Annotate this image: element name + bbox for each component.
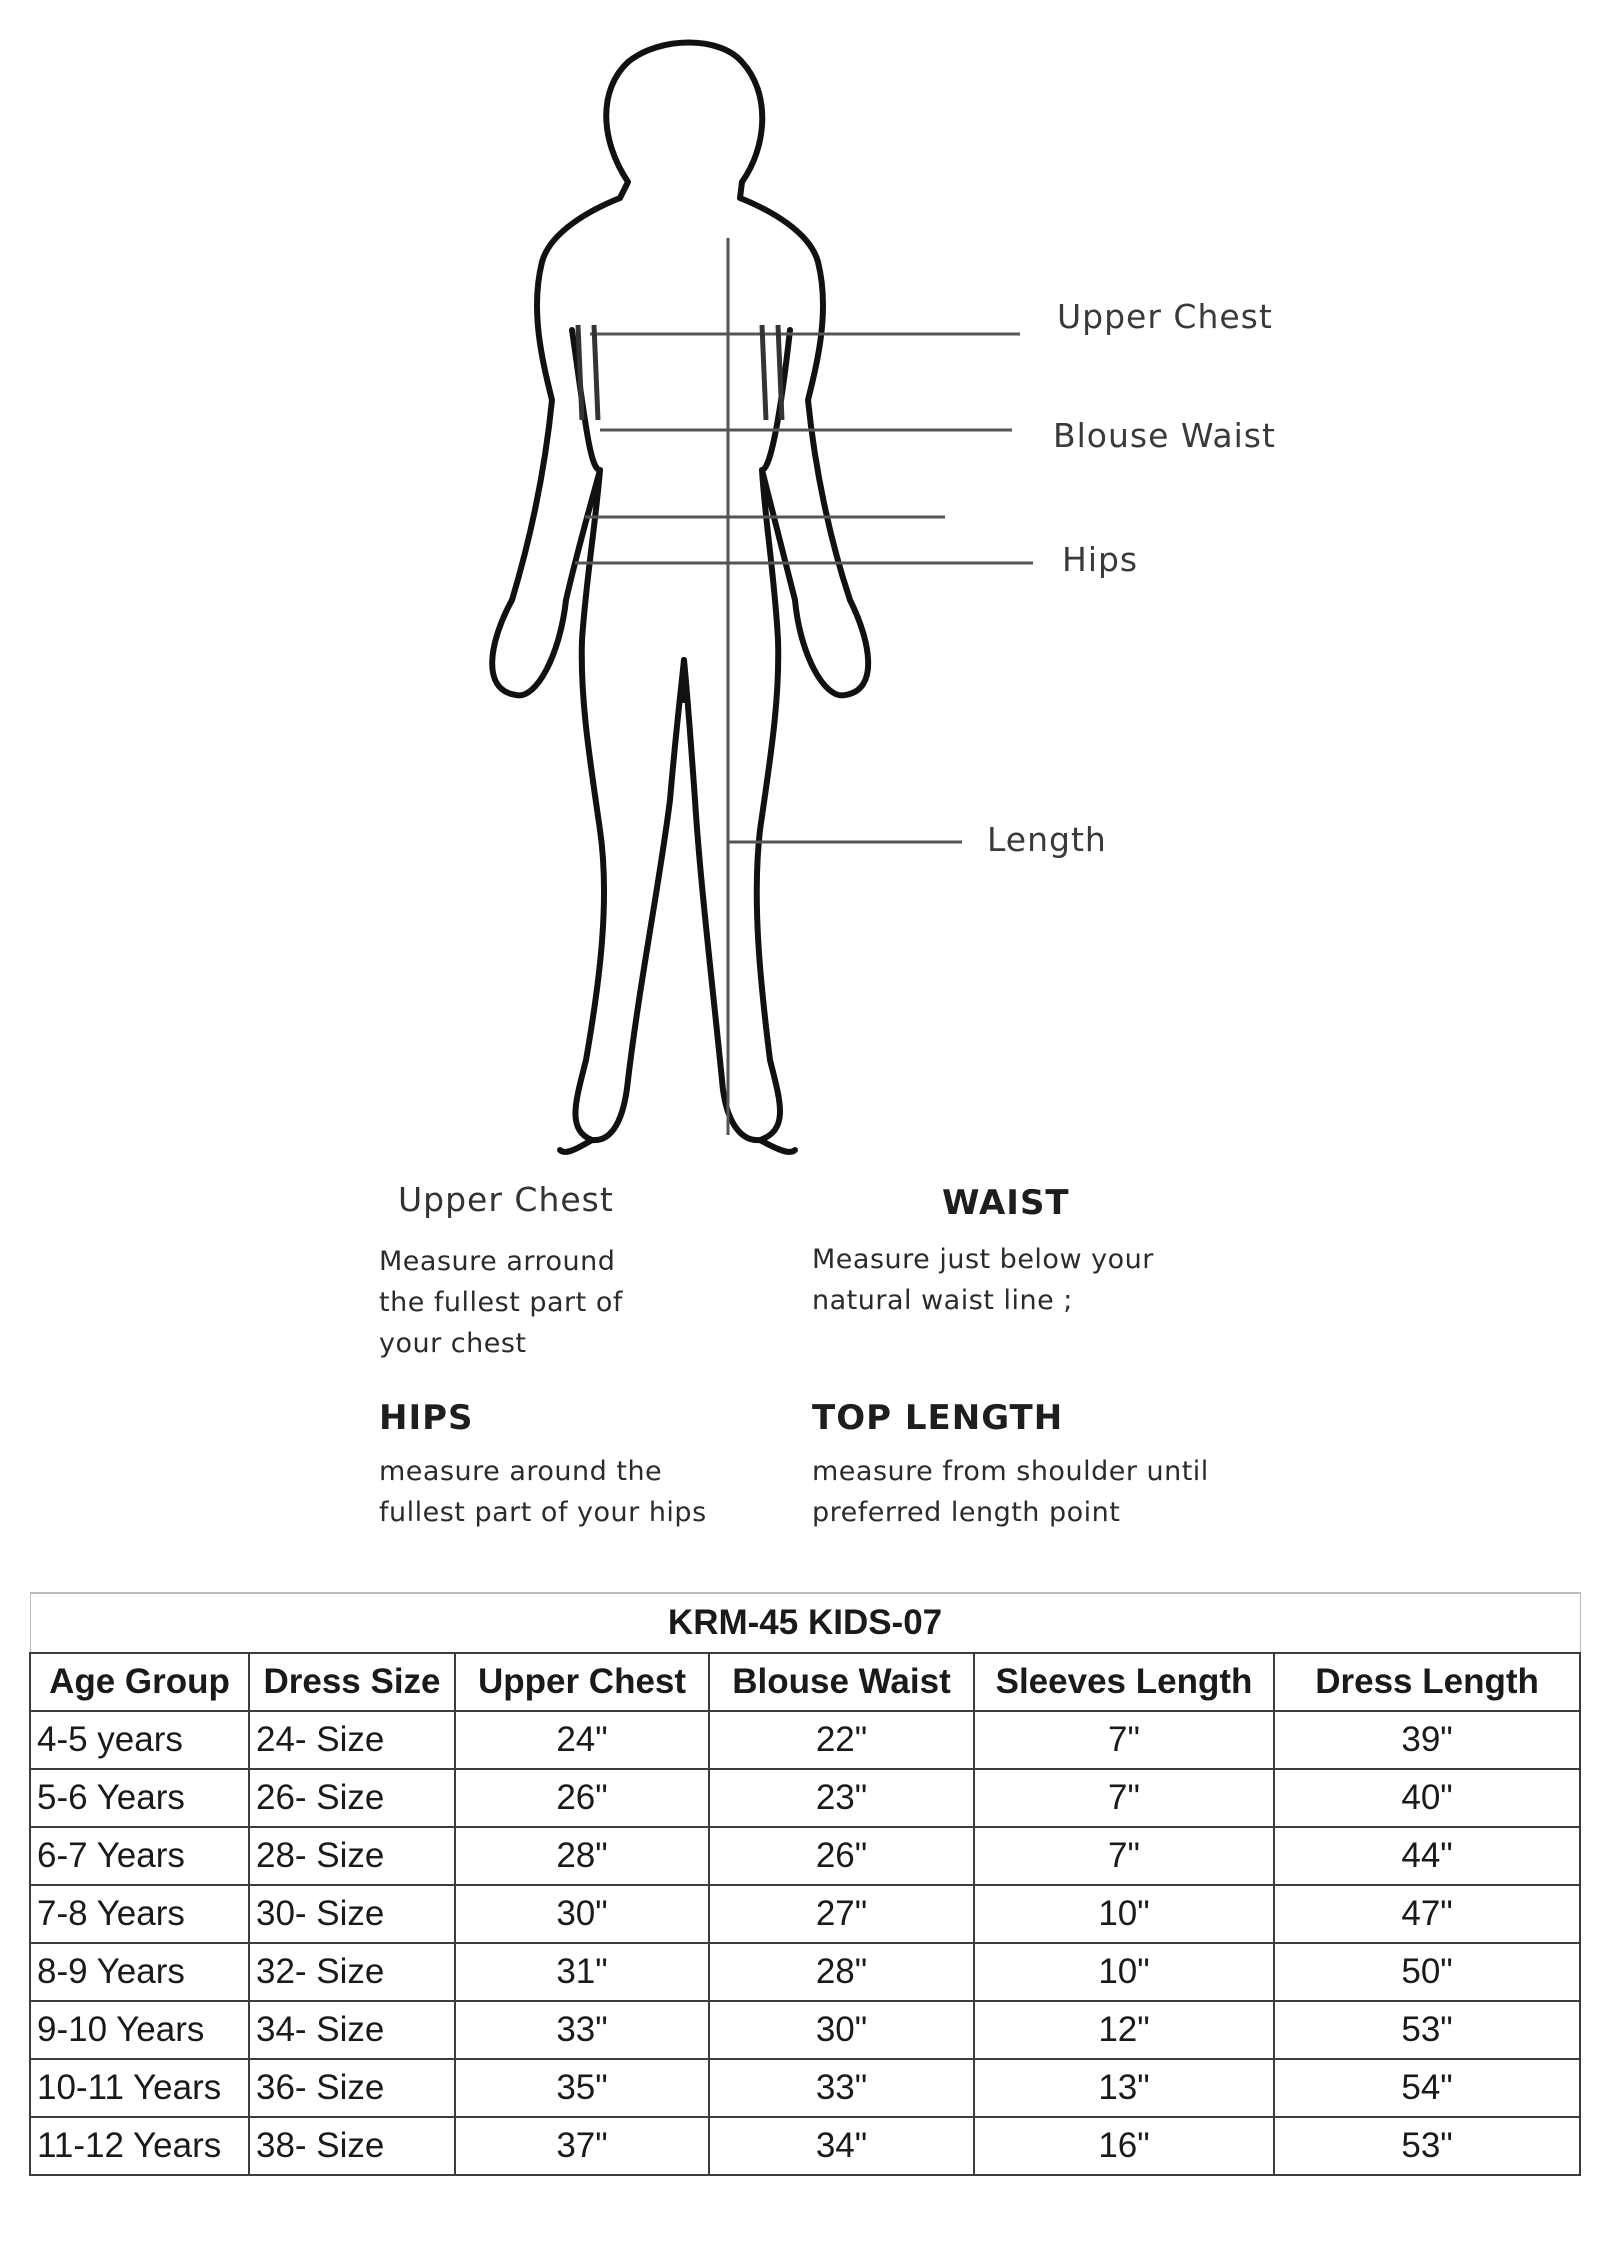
- cell-sleeves-length: 13": [974, 2059, 1274, 2117]
- cell-dress-size: 30- Size: [249, 1885, 455, 1943]
- cell-age-group: 8-9 Years: [30, 1943, 249, 2001]
- cell-dress-size: 36- Size: [249, 2059, 455, 2117]
- guide-waist-line: Measure just below your: [812, 1244, 1154, 1275]
- guide-upper-chest-title: Upper Chest: [398, 1180, 614, 1219]
- cell-dress-length: 39": [1274, 1711, 1580, 1769]
- cell-upper-chest: 35": [455, 2059, 709, 2117]
- guide-hips-line: measure around the: [379, 1456, 663, 1487]
- cell-dress-length: 47": [1274, 1885, 1580, 1943]
- cell-dress-length: 40": [1274, 1769, 1580, 1827]
- table-row: [30, 2059, 1580, 2117]
- cell-upper-chest: 30": [455, 1885, 709, 1943]
- header-dress-size: Dress Size: [249, 1653, 455, 1711]
- cell-age-group: 7-8 Years: [30, 1885, 249, 1943]
- guide-upper-chest-line: your chest: [379, 1328, 527, 1359]
- table-body: [30, 1711, 1580, 2175]
- callout-length: Length: [987, 820, 1107, 859]
- guide-upper-chest-line: the fullest part of: [379, 1287, 623, 1318]
- cell-blouse-waist: 26": [709, 1827, 974, 1885]
- cell-dress-size: 34- Size: [249, 2001, 455, 2059]
- guide-waist-text: [812, 1239, 1154, 1321]
- cell-dress-length: 50": [1274, 1943, 1580, 2001]
- cell-sleeves-length: 10": [974, 1943, 1274, 2001]
- cell-dress-length: 54": [1274, 2059, 1580, 2117]
- guide-hips-line: fullest part of your hips: [379, 1497, 707, 1528]
- cell-age-group: 5-6 Years: [30, 1769, 249, 1827]
- header-upper-chest: Upper Chest: [455, 1653, 709, 1711]
- header-age-group: Age Group: [30, 1653, 249, 1711]
- body-outline: [492, 43, 868, 1152]
- cell-age-group: 9-10 Years: [30, 2001, 249, 2059]
- table-title-row: [30, 1593, 1580, 1653]
- cell-upper-chest: 26": [455, 1769, 709, 1827]
- table-row: [30, 1711, 1580, 1769]
- cell-sleeves-length: 7": [974, 1769, 1274, 1827]
- cell-blouse-waist: 30": [709, 2001, 974, 2059]
- cell-age-group: 11-12 Years: [30, 2117, 249, 2175]
- cell-upper-chest: 24": [455, 1711, 709, 1769]
- table-row: [30, 2117, 1580, 2175]
- guide-top-length-text: [812, 1451, 1209, 1533]
- cell-upper-chest: 31": [455, 1943, 709, 2001]
- cell-upper-chest: 37": [455, 2117, 709, 2175]
- callout-hips: Hips: [1062, 540, 1139, 579]
- cell-blouse-waist: 28": [709, 1943, 974, 2001]
- cell-dress-length: 53": [1274, 2117, 1580, 2175]
- cell-age-group: 10-11 Years: [30, 2059, 249, 2117]
- guide-waist-title: WAIST: [942, 1183, 1070, 1223]
- cell-blouse-waist: 34": [709, 2117, 974, 2175]
- guide-hips-text: [379, 1451, 707, 1533]
- cell-dress-length: 44": [1274, 1827, 1580, 1885]
- cell-dress-size: 32- Size: [249, 1943, 455, 2001]
- table-row: [30, 1885, 1580, 1943]
- header-blouse-waist: Blouse Waist: [709, 1653, 974, 1711]
- cell-dress-size: 38- Size: [249, 2117, 455, 2175]
- guide-top-length-line: measure from shoulder until: [812, 1456, 1209, 1487]
- cell-blouse-waist: 27": [709, 1885, 974, 1943]
- guide-waist-line: natural waist line ;: [812, 1285, 1073, 1316]
- cell-sleeves-length: 12": [974, 2001, 1274, 2059]
- guide-top-length-title: TOP LENGTH: [812, 1398, 1064, 1438]
- guide-hips-title: HIPS: [379, 1398, 474, 1438]
- table-row: [30, 1943, 1580, 2001]
- size-chart-table: [29, 1592, 1581, 2176]
- cell-dress-size: 26- Size: [249, 1769, 455, 1827]
- table-row: [30, 1827, 1580, 1885]
- table-title: KRM-45 KIDS-07: [30, 1593, 1580, 1653]
- cell-blouse-waist: 33": [709, 2059, 974, 2117]
- callout-blouse-waist: Blouse Waist: [1053, 416, 1276, 455]
- cell-upper-chest: 33": [455, 2001, 709, 2059]
- cell-dress-length: 53": [1274, 2001, 1580, 2059]
- table-header-row: [30, 1653, 1580, 1711]
- cell-dress-size: 24- Size: [249, 1711, 455, 1769]
- cell-age-group: 4-5 years: [30, 1711, 249, 1769]
- cell-blouse-waist: 23": [709, 1769, 974, 1827]
- cell-sleeves-length: 16": [974, 2117, 1274, 2175]
- measurement-lines: [575, 238, 1033, 1135]
- table-row: [30, 1769, 1580, 1827]
- cell-dress-size: 28- Size: [249, 1827, 455, 1885]
- cell-upper-chest: 28": [455, 1827, 709, 1885]
- guide-upper-chest-text: [379, 1241, 623, 1364]
- header-dress-length: Dress Length: [1274, 1653, 1580, 1711]
- arm-band-marks: [578, 325, 782, 420]
- cell-blouse-waist: 22": [709, 1711, 974, 1769]
- callout-upper-chest: Upper Chest: [1057, 297, 1273, 336]
- guide-upper-chest-line: Measure arround: [379, 1246, 616, 1277]
- cell-sleeves-length: 10": [974, 1885, 1274, 1943]
- cell-sleeves-length: 7": [974, 1827, 1274, 1885]
- table-row: [30, 2001, 1580, 2059]
- guide-top-length-line: preferred length point: [812, 1497, 1121, 1528]
- header-sleeves-length: Sleeves Length: [974, 1653, 1274, 1711]
- cell-age-group: 6-7 Years: [30, 1827, 249, 1885]
- cell-sleeves-length: 7": [974, 1711, 1274, 1769]
